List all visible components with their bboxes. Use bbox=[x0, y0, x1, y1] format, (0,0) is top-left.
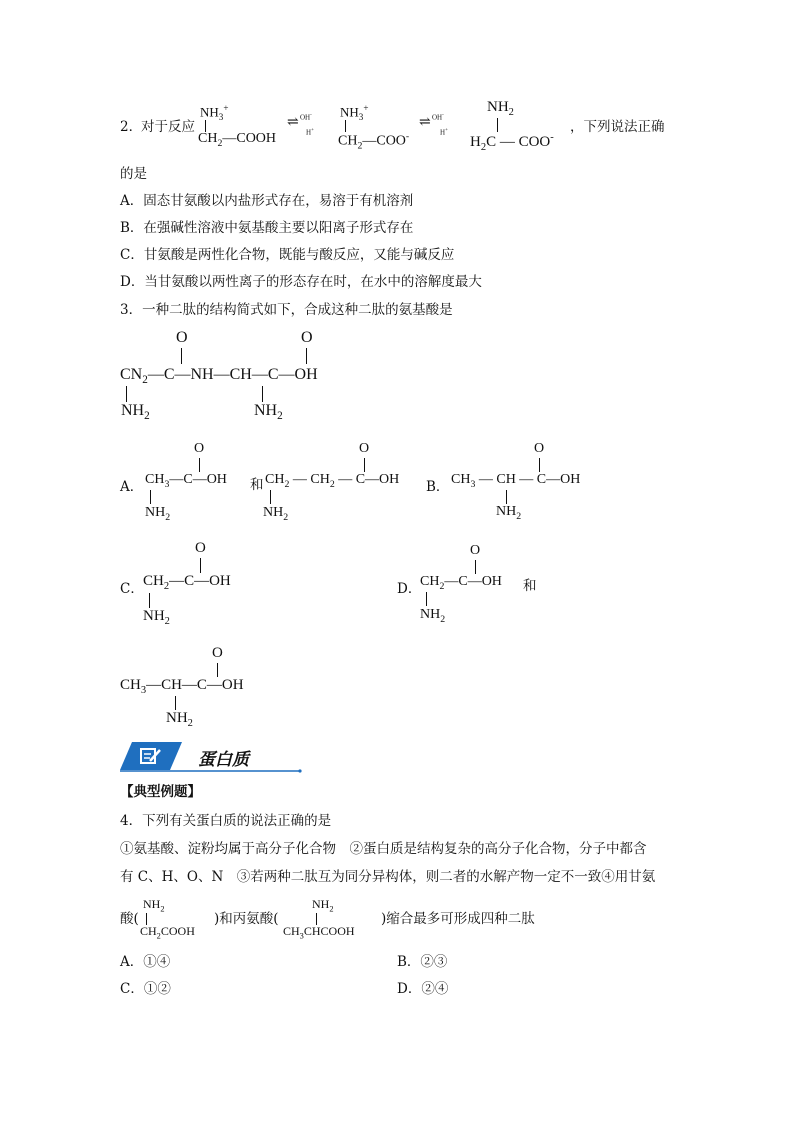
q2-eq2-top: OH- bbox=[432, 113, 444, 122]
q4-glycine-top: $NH_2$ bbox=[143, 897, 165, 914]
q4-alanine-bottom: $CH_3CHCOOH$ bbox=[283, 924, 355, 941]
q3-option-c-o: O bbox=[195, 540, 206, 556]
q3-option-c-bond-o bbox=[200, 558, 201, 573]
q3-option-d-nh2-2: $NH_2$ bbox=[166, 710, 193, 729]
q3-option-a-bond-o2 bbox=[364, 458, 365, 472]
q2-option-b: B．在强碱性溶液中氨基酸主要以阳离子形式存在 bbox=[120, 220, 414, 236]
q3-option-d-nh2-1: $NH_2$ bbox=[420, 607, 446, 625]
q4-line3-b: )和丙氨酸( bbox=[214, 911, 279, 927]
q3-option-a-nh2-2: $NH_2$ bbox=[263, 505, 289, 523]
q2-species2-top: $NH_3^+$ bbox=[340, 103, 369, 122]
q3-option-b-bond-n bbox=[506, 490, 507, 504]
q3-stem: 3．一种二肽的结构简式如下，合成这种二肽的氨基酸是 bbox=[120, 302, 453, 318]
q4-line1: ①氨基酸、淀粉均属于高分子化合物 ②蛋白质是结构复杂的高分子化合物，分子中都含 bbox=[120, 841, 647, 857]
q2-option-d: D．当甘氨酸以两性离子的形态存在时，在水中的溶解度最大 bbox=[120, 274, 482, 290]
q3-option-d-and: 和 bbox=[523, 578, 537, 594]
q3-option-d-label: D． bbox=[397, 581, 422, 597]
q2-species3-bottom: $H_2C$ — COO- bbox=[470, 132, 554, 153]
q3-dipeptide-o1: O bbox=[176, 329, 188, 346]
q2-prefix: 对于反应 bbox=[141, 119, 195, 135]
q3-option-b-chain: $CH_3$ — CH — C—OH bbox=[451, 472, 581, 490]
q3-dipeptide-nh2-b: $NH_2$ bbox=[254, 402, 283, 423]
q2-eq1-top: OH- bbox=[300, 113, 312, 122]
q3-option-c-bond-n bbox=[149, 593, 150, 608]
q3-option-d-bond-n2 bbox=[175, 696, 176, 710]
q3-dipeptide-nh2-a: $NH_2$ bbox=[121, 402, 150, 423]
section-banner bbox=[120, 740, 302, 774]
q2-eq2-bottom: H+ bbox=[440, 128, 448, 137]
q3-option-d-o1: O bbox=[470, 543, 481, 558]
q3-option-a-and: 和 bbox=[250, 477, 264, 493]
q3-option-d-bond-n1 bbox=[426, 592, 427, 606]
section-title: 蛋白质 bbox=[198, 750, 249, 770]
q3-option-d-bond-o1 bbox=[475, 560, 476, 574]
q3-dipeptide-o2: O bbox=[301, 329, 313, 346]
q3-option-a-o2: O bbox=[359, 441, 370, 456]
q3-option-a-o1: O bbox=[194, 441, 205, 456]
q3-option-a-bond-n2 bbox=[270, 490, 271, 504]
q4-alanine-top: $NH_2$ bbox=[312, 897, 334, 914]
q2-eq1-bottom: H+ bbox=[306, 128, 314, 137]
q3-option-b-label: B． bbox=[426, 479, 450, 495]
q4-stem: 4．下列有关蛋白质的说法正确的是 bbox=[120, 813, 332, 829]
q3-option-a-chain1: $CH_3—C—OH$ bbox=[145, 472, 227, 490]
q2-species1-top: $NH_3^+$ bbox=[200, 103, 229, 122]
q4-line3-a: 酸( bbox=[120, 911, 139, 927]
q3-option-a-nh2-1: $NH_2$ bbox=[145, 505, 171, 523]
q4-line2: 有 C、H、O、N ③若两种二肽互为同分异构体，则二者的水解产物一定不一致④用甘氨 bbox=[120, 869, 656, 885]
q3-option-d-chain2: $CH_3—CH—C—OH$ bbox=[120, 677, 244, 696]
q4-option-a: A．①④ bbox=[120, 954, 171, 970]
notepad-pencil-icon bbox=[138, 746, 164, 766]
q3-option-c-label: C． bbox=[120, 581, 144, 597]
q3-dipeptide-bond-o2 bbox=[306, 348, 307, 364]
q2-option-a: A．固态甘氨酸以内盐形式存在，易溶于有机溶剂 bbox=[120, 193, 414, 209]
example-tag: 【典型例题】 bbox=[120, 784, 201, 800]
q2-species2-bottom: $CH_2—COO^-$ bbox=[338, 131, 410, 152]
q3-dipeptide-bond-o1 bbox=[181, 348, 182, 364]
q2-equilibrium-arrow-2: ⇌ bbox=[419, 114, 431, 130]
q4-line3-c: )缩合最多可形成四种二肽 bbox=[381, 911, 535, 927]
q3-option-d-chain: $CH_2—C—OH$ bbox=[420, 574, 502, 592]
q2-number: 2． bbox=[120, 119, 143, 135]
q2-species1-bottom: $CH_2—COOH$ bbox=[198, 131, 277, 149]
q2-species3-bond bbox=[497, 118, 498, 132]
q3-option-c-nh2: $NH_2$ bbox=[143, 608, 170, 627]
q3-dipeptide-bond-n2 bbox=[262, 386, 263, 402]
q3-option-a-bond-n1 bbox=[150, 490, 151, 504]
q3-option-b-o: O bbox=[534, 441, 545, 456]
q3-option-c-chain: $CH_2—C—OH$ bbox=[143, 573, 231, 592]
q2-stem-line2: 的是 bbox=[120, 166, 147, 182]
q3-dipeptide-main: $CN_2—C—NH—CH—C—OH$ bbox=[120, 366, 318, 387]
q3-option-b-nh2: $NH_2$ bbox=[496, 504, 522, 522]
q4-glycine-bottom: $CH_2COOH$ bbox=[140, 924, 195, 941]
q3-option-a-bond-o1 bbox=[199, 458, 200, 472]
q3-option-a-chain2: $CH_2$ — $CH_2$ — C—OH bbox=[265, 472, 400, 490]
q2-suffix: ，下列说法正确 bbox=[570, 119, 665, 135]
q4-option-b: B．②③ bbox=[397, 954, 448, 970]
q2-equilibrium-arrow-1: ⇌ bbox=[287, 114, 299, 130]
q2-species3-top: $NH_2$ bbox=[487, 99, 514, 118]
q4-option-d: D．②④ bbox=[397, 981, 449, 997]
q4-option-c: C．①② bbox=[120, 981, 171, 997]
q3-dipeptide-bond-n1 bbox=[126, 386, 127, 402]
q3-option-b-bond-o bbox=[539, 458, 540, 472]
q2-option-c: C．甘氨酸是两性化合物，既能与酸反应，又能与碱反应 bbox=[120, 247, 455, 263]
q3-option-a-label: A． bbox=[120, 479, 144, 495]
q3-option-d-bond-o2 bbox=[217, 663, 218, 677]
q3-option-d-o2: O bbox=[212, 645, 223, 661]
